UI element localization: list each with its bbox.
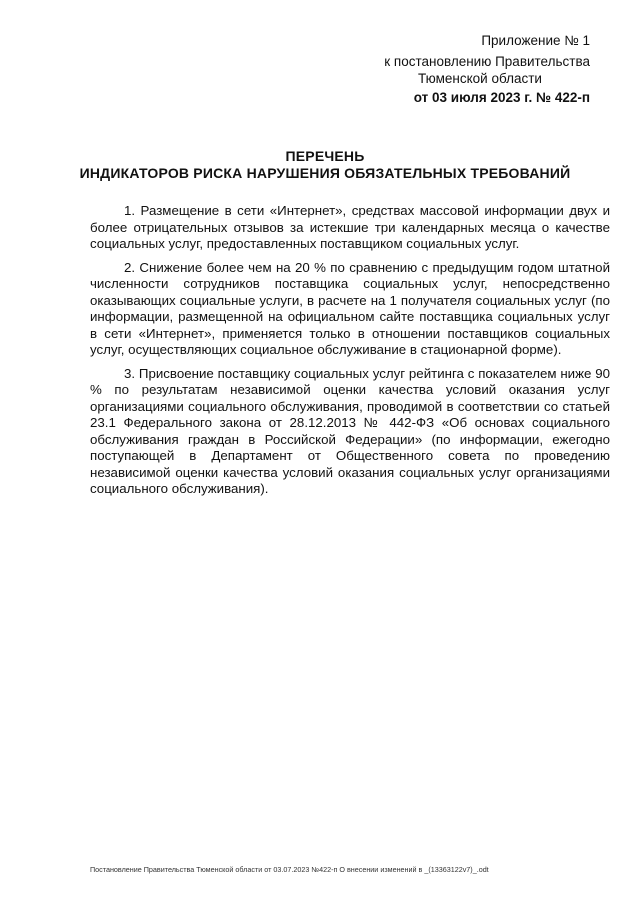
document-body: [90, 203, 610, 505]
list-item-2: 2. Снижение более чем на 20 % по сравнению с предыдущим годом штатной численности сотрудников поставщика социальных услуг, непосредственно оказывающих социальные услуги, в расчете на 1 получателя социальных услуг (по информации, размещенной на официальном сайте поставщика социальных услуг в сети «Интернет», применяется только в отношении поставщиков социальных услуг, осуществляющих социальное обслуживание в стационарной форме).: [90, 259, 610, 357]
appendix-date: от 03 июля 2023 г. № 422-п: [413, 90, 590, 105]
document-heading: [40, 148, 610, 182]
list-item-3: 3. Присвоение поставщику социальных услуг рейтинга с показателем ниже 90 % по результатам независимой оценки качества условий оказания услуг организациями социального обслуживания, проводимой в соответствии со статьей 23.1 Федерального закона от 28.12.2013 № 442-ФЗ «Об основах социального обслуживания граждан в Российской Федерации» (по информации, ежегодно поступающей в Департамент от Общественного совета по проведению независимой оценки качества условий оказания социальных услуг организациями социального обслуживания).: [90, 365, 610, 496]
appendix-line-2: Тюменской области: [418, 71, 542, 86]
heading-line-1: ПЕРЕЧЕНЬ: [285, 148, 365, 164]
appendix-header: [330, 32, 590, 106]
page-footer: Постановление Правительства Тюменской области от 03.07.2023 №422-п О внесении изменений в _(13363122v7)_.odt: [90, 865, 489, 874]
appendix-line-1: к постановлению Правительства: [384, 54, 590, 69]
list-item-1: 1. Размещение в сети «Интернет», средствах массовой информации двух и более отрицательных отзывов за истекшие три календарных месяца о качестве социальных услуг, предоставленных поставщиком социальных услуг.: [90, 203, 610, 251]
heading-line-2: ИНДИКАТОРОВ РИСКА НАРУШЕНИЯ ОБЯЗАТЕЛЬНЫХ ТРЕБОВАНИЙ: [79, 165, 571, 181]
appendix-title: Приложение № 1: [481, 33, 590, 48]
